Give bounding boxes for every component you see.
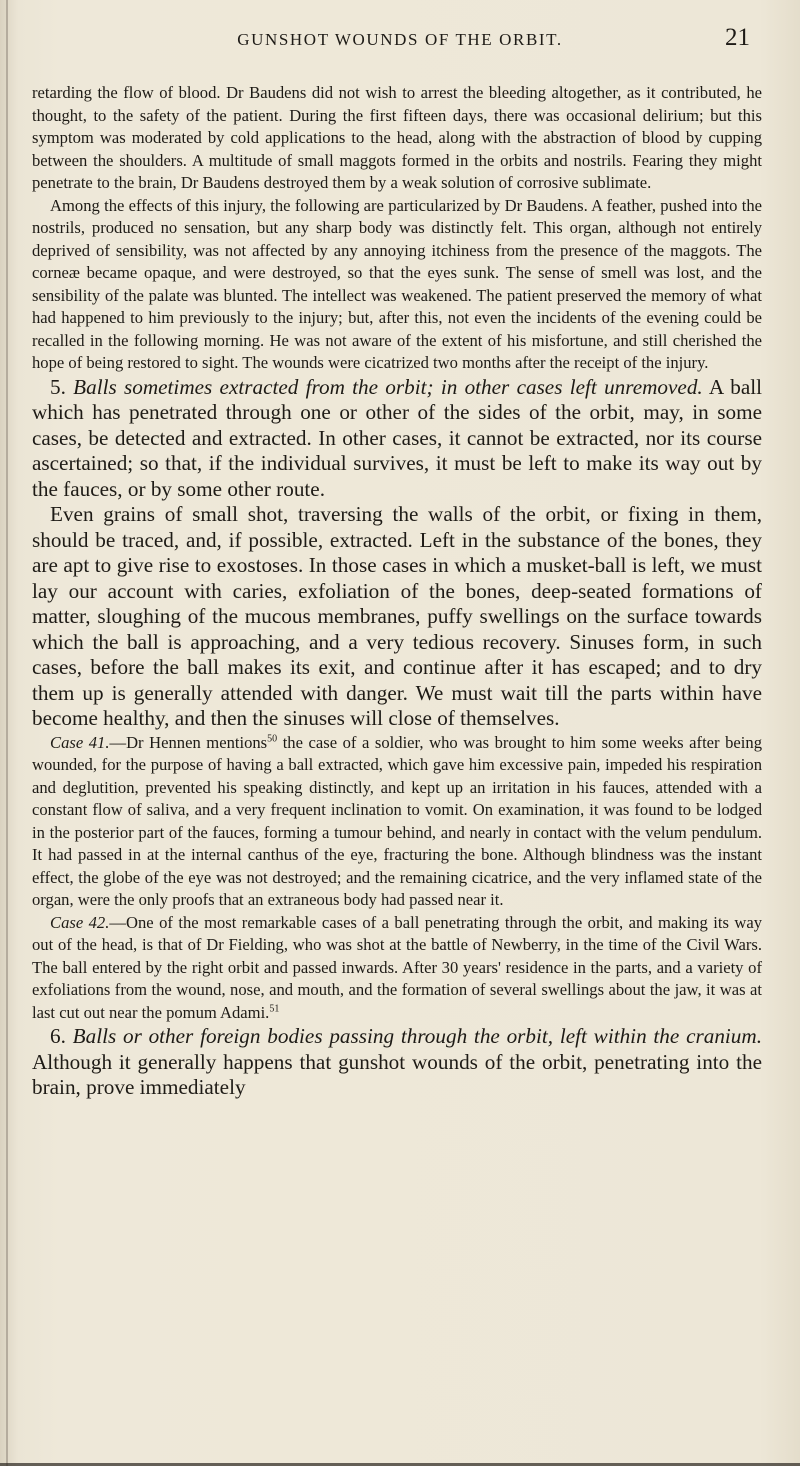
- binding-edge: [6, 0, 8, 1466]
- paragraph: Even grains of small shot, traversing the walls of the orbit, or fixing in them, should be traced, and, if possible, extracted. Left in the substance of the bones, they are apt to give rise to exostoses. In those cases in which a musket-ball is left, we must lay our account with caries, exfoliation of the bones, deep-seated formations of matter, sloughing of the mucous membranes, puffy swellings on the surface towards which the ball is approaching, and a very tedious recovery. Sinuses form, in such cases, before the ball makes its exit, and continue after it has escaped; and to dry them up is generally attended with danger. We must wait till the parts within have become healthy, and then the sinuses will close of themselves.: [32, 502, 762, 730]
- section-heading: Balls sometimes extracted from the orbit; in other cases left unremoved.: [73, 374, 703, 399]
- case-text: —Dr Hennen mentions: [109, 732, 268, 752]
- paragraph: Among the effects of this injury, the following are particularized by Dr Baudens. A feather, pushed into the nostrils, produced no sensation, but any sharp body was distinctly felt. This organ, although not entirely deprived of sensibility, was not affected by any annoying itchiness from the presence of the maggots. The corneæ became opaque, and were destroyed, so that the eyes sunk. The sense of smell was lost, and the sensibility of the palate was blunted. The intellect was weakened. The patient preserved the memory of what had happened to him previously to the injury; but, after this, not even the incidents of the evening could be recalled in the following morning. He was not aware of the extent of his misfortune, and still cherished the hope of being restored to sight. The wounds were cicatrized two months after the receipt of the injury.: [32, 195, 762, 372]
- case-label: Case 42.: [50, 912, 110, 932]
- section-number: 5.: [50, 374, 66, 399]
- section-5: [32, 375, 762, 503]
- section-text: Although it generally happens that gunshot wounds of the orbit, penetrating into the brain, prove immediately: [32, 1049, 762, 1099]
- case-41: [32, 732, 762, 912]
- case-label: Case 41.: [50, 732, 110, 752]
- section-text: A ball which has penetrated through one or other of the sides of the orbit, may, in some cases, be detected and extracted. In other cases, it cannot be extracted, nor its course ascertained; so that, if the individual survives, it must be left to make its way out by the fauces, or by some other route.: [32, 374, 763, 501]
- section-heading: Balls or other foreign bodies passing through the orbit, left within the cranium.: [72, 1024, 762, 1048]
- section-number: 6.: [50, 1024, 66, 1048]
- page-number: 21: [725, 24, 750, 51]
- case-text: the case of a soldier, who was brought to him some weeks after being wounded, for the purpose of having a ball extracted, which gave him excessive pain, impeded his respiration and deglutition, prevented his speaking distinctly, and kept up an irritation in his fauces, attended with a constant flow of saliva, and a very frequent inclination to vomit. On examination, it was found to be lodged in the posterior part of the fauces, forming a tumour behind, and nearly in contact with the velum pendulum. It had passed in at the internal canthus of the eye, fracturing the bone. Although blindness was the instant effect, the globe of the eye was not destroyed; and the remaining cicatrice, and the very inflamed state of the organ, were the only proofs that an extraneous body had passed near it.: [32, 732, 762, 909]
- case-text: —One of the most remarkable cases of a ball penetrating through the orbit, and making its way out of the head, is that of Dr Fielding, who was shot at the battle of Newberry, in the time of the Civil Wars. The ball entered by the right orbit and passed inwards. After 30 years' residence in the parts, and a variety of exfoliations from the wound, nose, and mouth, and the formation of several swellings about the jaw, it was at last cut out near the pomum Adami.: [32, 912, 763, 1022]
- footnote-ref: 51: [269, 1002, 280, 1014]
- case-42: [32, 912, 762, 1025]
- section-6: [32, 1024, 762, 1101]
- running-head: GUNSHOT WOUNDS OF THE ORBIT.: [237, 30, 563, 49]
- page-header: [40, 24, 760, 60]
- page-body: [32, 82, 762, 1101]
- paragraph: retarding the flow of blood. Dr Baudens did not wish to arrest the bleeding altogether, as it contributed, he thought, to the safety of the patient. During the first fifteen days, there was occasional delirium; but this symptom was moderated by cold applications to the head, along with the abstraction of blood by cupping between the shoulders. A multitude of small maggots formed in the orbits and nostrils. Fearing they might penetrate to the brain, Dr Baudens destroyed them by a weak solution of corrosive sublimate.: [32, 83, 762, 192]
- footnote-ref: 50: [267, 732, 278, 744]
